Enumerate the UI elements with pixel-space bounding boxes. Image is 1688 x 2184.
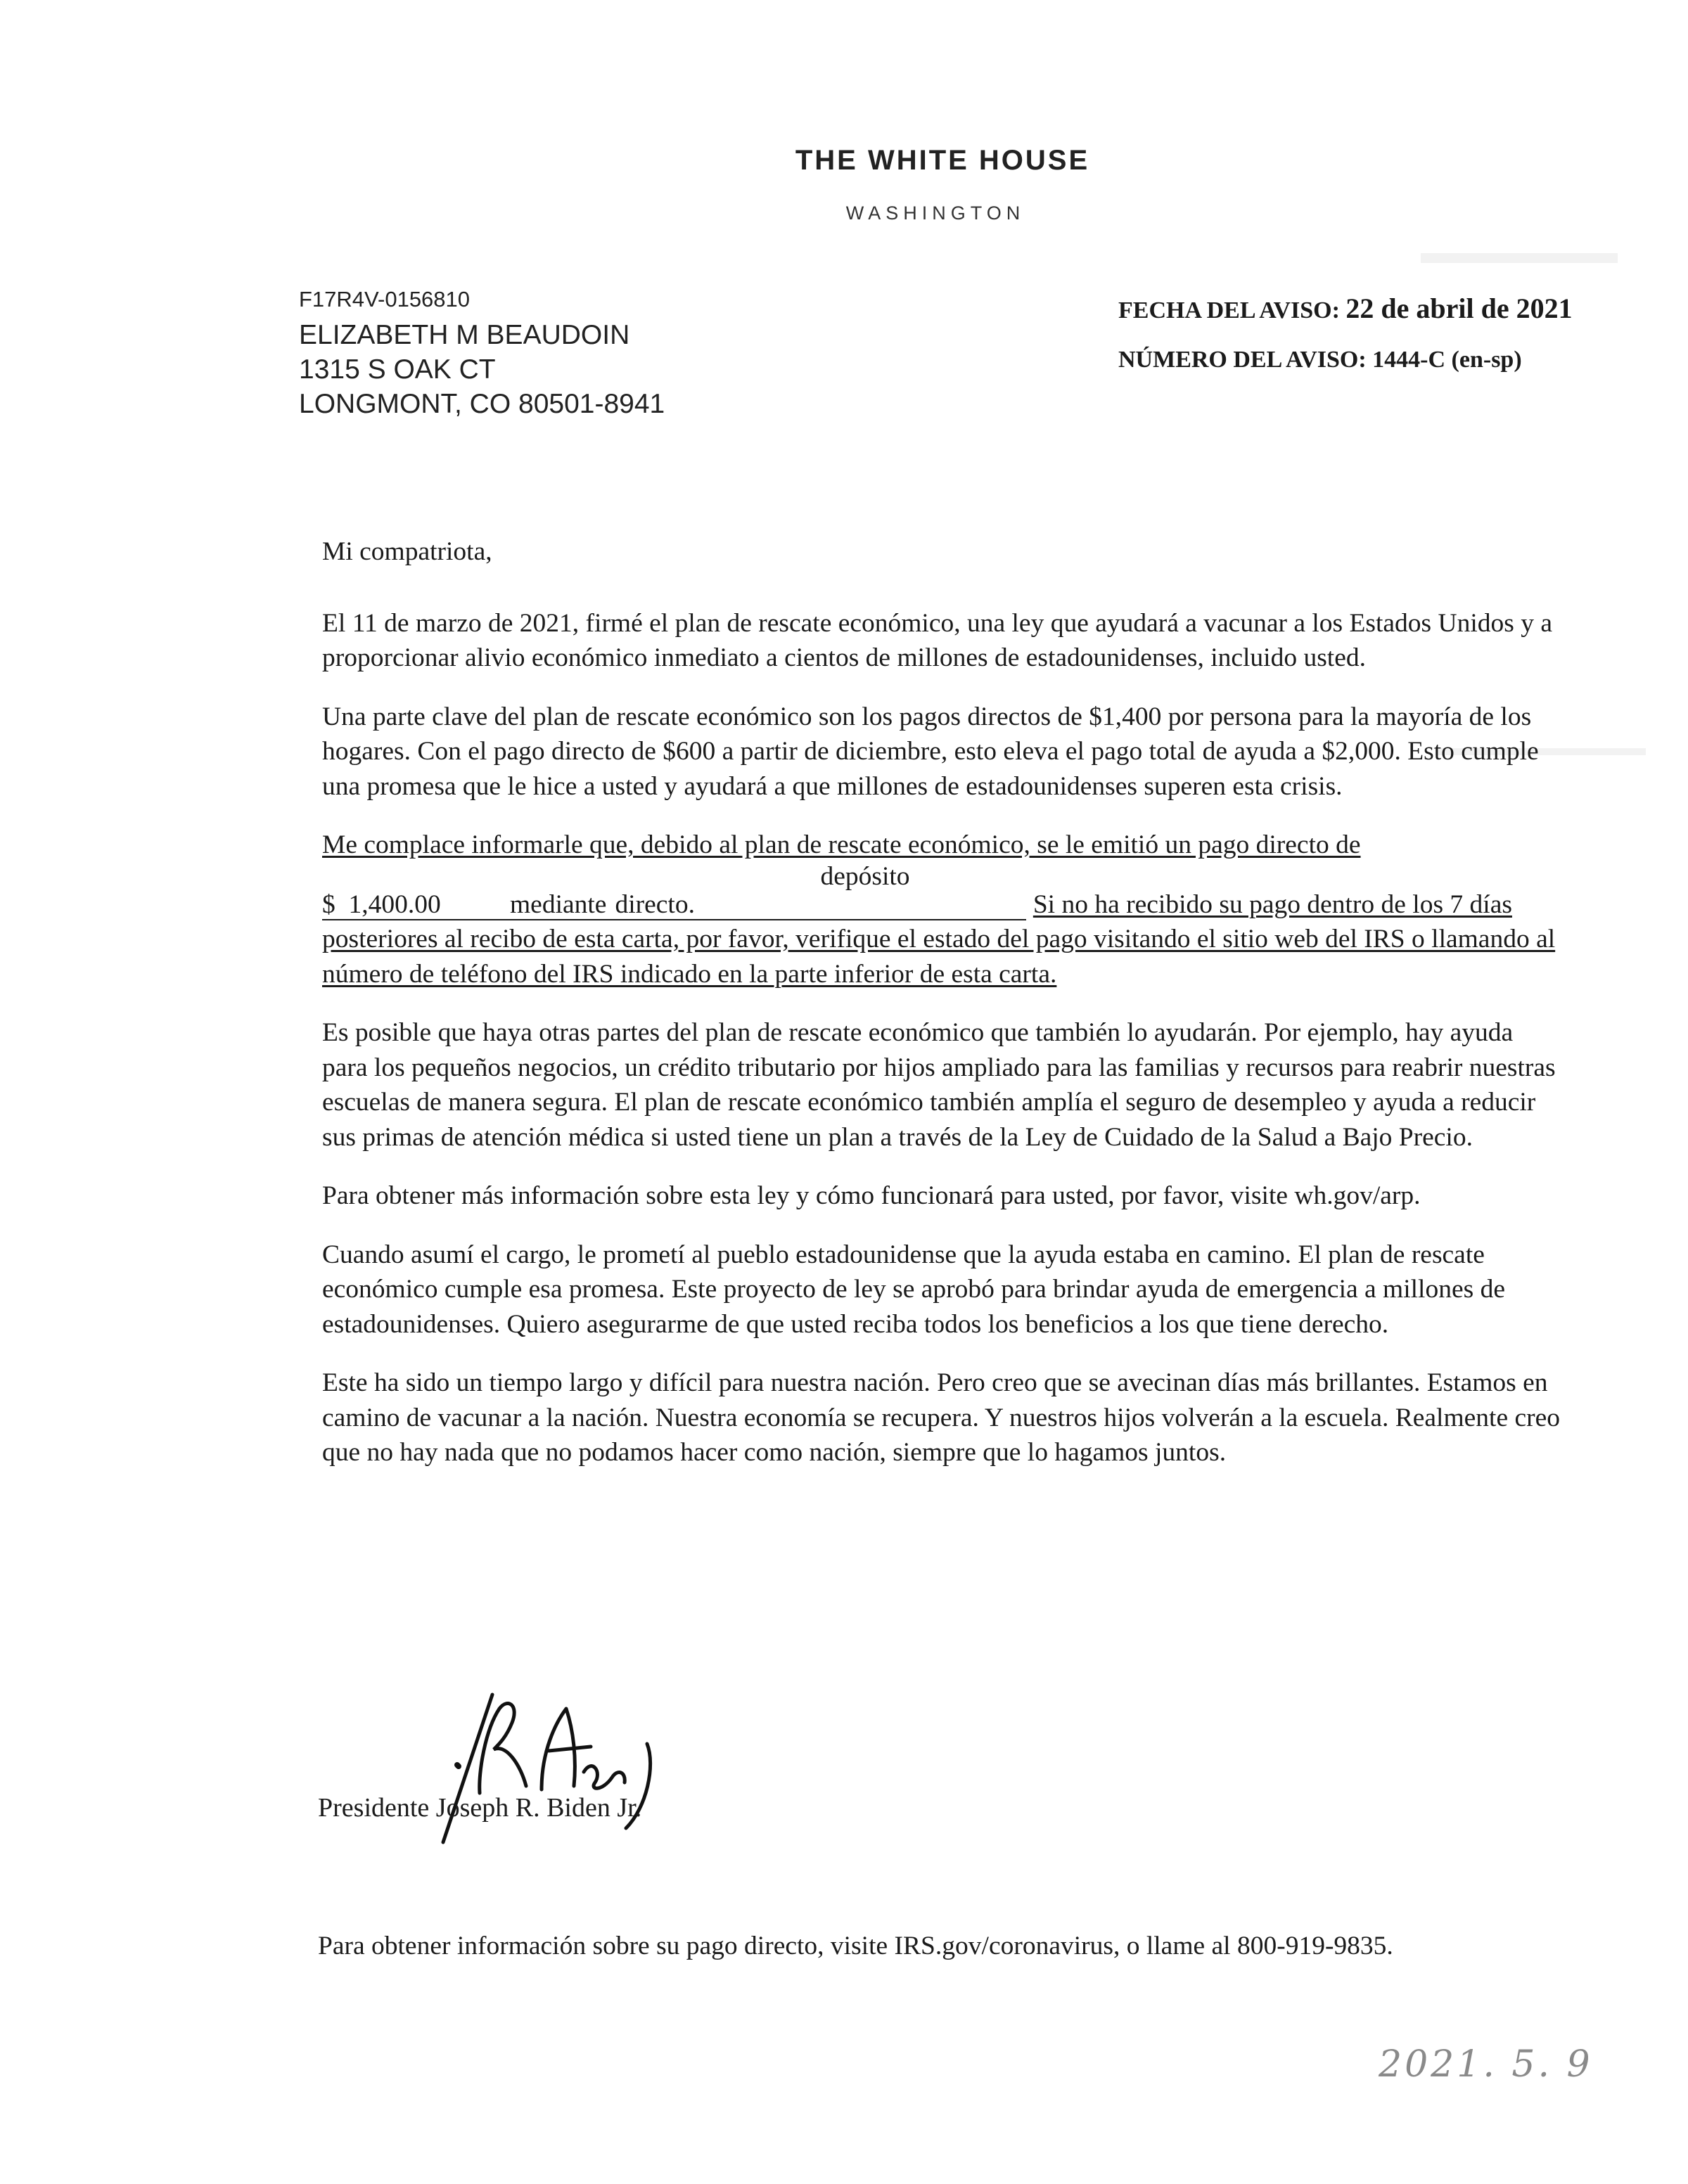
handwritten-date: 2021. 5. 9 [1379,2043,1593,2086]
letterhead-title: THE WHITE HOUSE [795,145,1090,176]
notice-date-label: FECHA DEL AVISO: [1118,297,1340,323]
notice-date-row [1118,284,1573,335]
bleed-through-mark [1421,253,1618,263]
paragraph-1: El 11 de marzo de 2021, firmé el plan de rescate económico, una ley que ayudará a vacunar a los Estados Unidos y a proporcionar alivio económico inmediato a cientos de millones de estadounidenses, incluido usted. [322,608,1553,672]
paragraph-6: Cuando asumí el cargo, le prometí al pueblo estadounidense que la ayuda estaba en camino. El plan de rescate económico cumple esa promesa. Este proyecto de ley se aprobó para brindar ayuda de emergencia a millones de estadounidenses. Quiero asegurarme de que usted reciba todos los beneficios a los que tiene derecho. [322,1240,1505,1339]
footer-info: Para obtener información sobre su pago directo, visite IRS.gov/coronavirus, o llame al 800-919-9835. [318,1932,1393,1960]
payment-currency: $ [322,889,335,919]
payment-via: mediante [494,891,606,920]
recipient-street: 1315 S OAK CT [299,354,496,385]
recipient-code: F17R4V-0156810 [299,287,471,311]
notice-number-label: NÚMERO DEL AVISO: [1118,347,1367,373]
notice-number-value: 1444-C (en-sp) [1372,347,1522,373]
letter-body [322,534,1560,1494]
letterhead-subtitle: WASHINGTON [845,203,1025,224]
salutation: Mi compatriota, [322,537,492,566]
paragraph-5: Para obtener más información sobre esta ley y cómo funcionará para usted, por favor, visite wh.gov/arp. [322,1181,1421,1210]
payment-blank [966,891,1026,920]
signature-name: Presidente Joseph R. Biden Jr. [318,1793,642,1823]
recipient-city: LONGMONT, CO 80501-8941 [299,389,665,419]
payment-rest: Si no ha recibido su pago dentro de los 7 días posteriores al recibo de esta carta, por favor, verifique el estado del pago visitando el sitio web del IRS o llamando al número de teléfono del IRS indicado en la parte inferior de esta carta. [322,889,1556,989]
payment-method [606,863,966,920]
recipient-address [299,287,665,421]
recipient-name: ELIZABETH M BEAUDOIN [299,320,630,350]
payment-method-text: depósito directo. [615,861,910,919]
payment-amount: 1,400.00 [348,889,441,919]
notice-info [1118,284,1573,385]
payment-amount-field [322,891,494,920]
payment-intro: Me complace informarle que, debido al plan de rescate económico, se le emitió un pago directo de [322,830,1361,859]
paragraph-payment [322,828,1560,991]
notice-date-value: 22 de abril de 2021 [1345,293,1573,324]
paragraph-7: Este ha sido un tiempo largo y difícil para nuestra nación. Pero creo que se avecinan días más brillantes. Estamos en camino de vacunar a la nación. Nuestra economía se recupera. Y nuestros hijos volverán a la escuela. Realmente creo que no hay nada que no podamos hacer como nación, siempre que lo hagamos juntos. [322,1368,1560,1467]
notice-number-row [1118,335,1573,385]
paragraph-4: Es posible que haya otras partes del plan de rescate económico que también lo ayudarán. Por ejemplo, hay ayuda para los pequeños negocios, un crédito tributario por hijos ampliado para las familias y recursos para reabrir nuestras escuelas de manera segura. El plan de rescate económico también amplía el seguro de desempleo y ayuda a reducir sus primas de atención médica si usted tiene un plan a través de la Ley de Cuidado de la Salud a Bajo Precio. [322,1018,1556,1152]
paragraph-2: Una parte clave del plan de rescate económico son los pagos directos de $1,400 por persona para la mayoría de los hogares. Con el pago directo de $600 a partir de diciembre, esto eleva el pago total de ayuda a $2,000. Esto cumple una promesa que le hice a usted y ayudará a que millones de estadounidenses superen esta crisis. [322,702,1539,801]
